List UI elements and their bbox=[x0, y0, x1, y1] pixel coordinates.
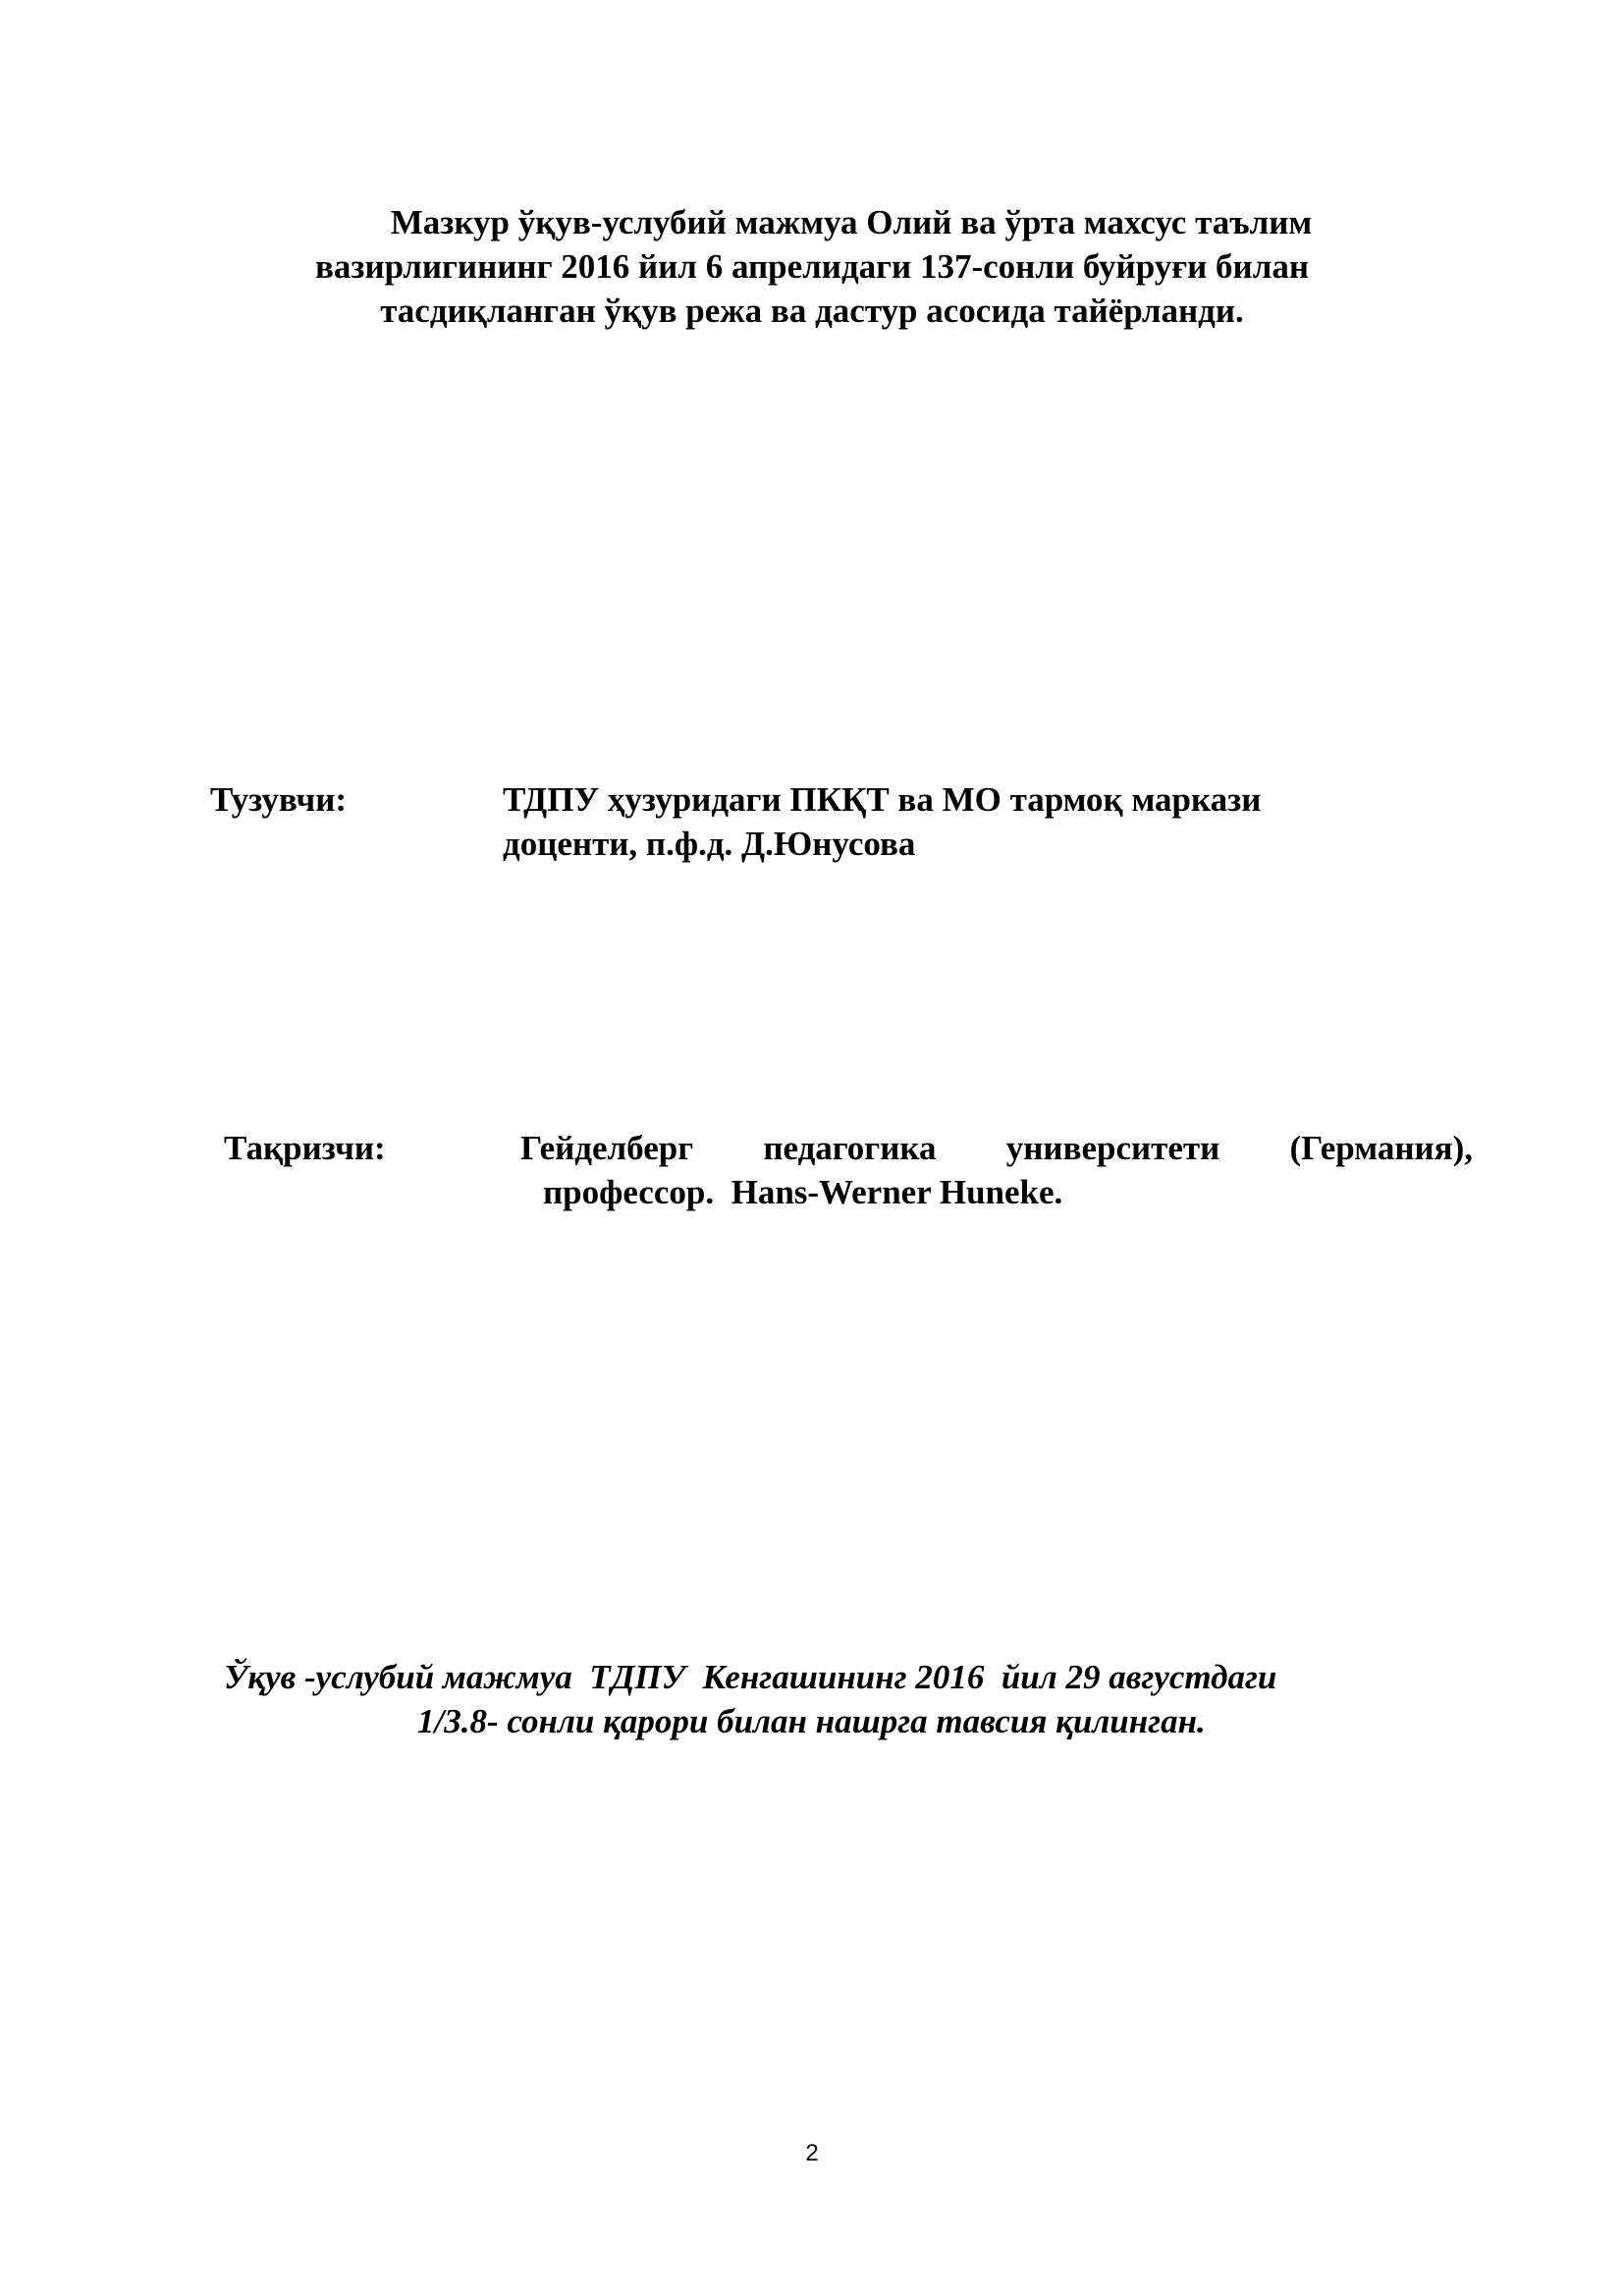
recommendation-line-2: 1/3.8- сонли қарори билан нашрга тавсия қилинган. bbox=[417, 1702, 1206, 1740]
reviewer-affiliation-word: педагогика bbox=[763, 1129, 937, 1167]
compiler-affiliation: ТДПУ ҳузуридаги ПКҚТ ва МО тармоқ маркази bbox=[503, 780, 1262, 819]
approval-statement-line-1: Мазкур ўқув-услубий мажмуа Олий ва ўрта махсус таълим bbox=[390, 203, 1313, 241]
reviewer-affiliation-word: (Германия), bbox=[1289, 1129, 1473, 1167]
compiler-label: Тузувчи: bbox=[210, 780, 348, 819]
reviewer-label: Тақризчи: bbox=[224, 1129, 386, 1167]
compiler-name: доценти, п.ф.д. Д.Юнусова bbox=[503, 825, 916, 863]
approval-statement-line-3: тасдиқланган ўқув режа ва дастур асосида тайёрланди. bbox=[380, 292, 1244, 330]
reviewer-affiliation-word: университети bbox=[1005, 1129, 1220, 1167]
approval-statement-line-2: вазирлигининг 2016 йил 6 апрелидаги 137-сонли буйруғи билан bbox=[315, 247, 1309, 286]
reviewer-affiliation bbox=[520, 1129, 1473, 1168]
page-number: 2 bbox=[805, 2140, 819, 2166]
recommendation-line-1: Ўқув -услубий мажмуа ТДПУ Кенгашининг 2016 йил 29 августдаги bbox=[224, 1658, 1277, 1696]
reviewer-affiliation-word: Гейделберг bbox=[520, 1129, 694, 1167]
reviewer-name: профессор. Hans-Werner Huneke. bbox=[543, 1173, 1063, 1211]
